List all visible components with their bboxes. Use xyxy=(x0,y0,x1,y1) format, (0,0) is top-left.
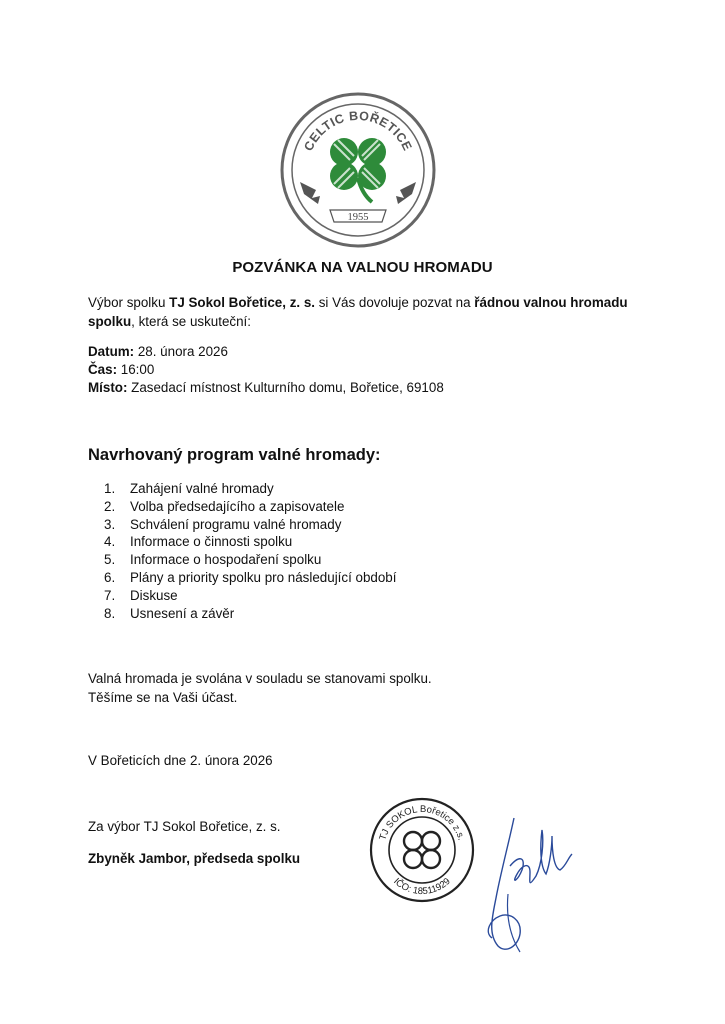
place-label: Místo: xyxy=(88,380,128,395)
intro-paragraph xyxy=(88,293,648,331)
logo-left-ornament xyxy=(300,182,320,204)
time-label: Čas: xyxy=(88,362,118,377)
program-item xyxy=(104,587,396,605)
program-item-text: Informace o činnosti spolku xyxy=(130,534,293,550)
signoff-line: Za výbor TJ Sokol Bořetice, z. s. xyxy=(88,819,281,834)
program-item xyxy=(104,498,396,516)
program-item-text: Plány a priority spolku pro následující období xyxy=(130,569,397,585)
program-item-text: Informace o hospodaření spolku xyxy=(130,552,322,568)
intro-part-1: Výbor spolku xyxy=(88,295,170,310)
time-row xyxy=(88,361,444,379)
program-item-number: 8. xyxy=(104,605,116,621)
program-item-text: Diskuse xyxy=(130,587,178,603)
program-item xyxy=(104,569,396,587)
club-stamp xyxy=(368,796,476,904)
clover-icon xyxy=(330,138,386,202)
club-logo xyxy=(278,90,438,250)
logo-year: 1955 xyxy=(347,212,369,223)
program-item-text: Usnesení a závěr xyxy=(130,605,235,621)
program-item xyxy=(104,533,396,551)
logo-arc-text: CELTIC BOŘETICE xyxy=(301,108,415,154)
place-value: Zasedací místnost Kulturního domu, Bořetice, 69108 xyxy=(127,380,444,395)
program-item-text: Volba předsedajícího a zapisovatele xyxy=(130,498,345,514)
program-item xyxy=(104,516,396,534)
stamp-id-text: IČO: 18511929 xyxy=(391,876,453,898)
program-item-number: 4. xyxy=(104,534,116,550)
stamp-arc-text: TJ SOKOL Bořetice z.s. xyxy=(377,803,467,842)
date-label: Datum: xyxy=(88,344,135,359)
program-item xyxy=(104,480,396,498)
program-item-text: Zahájení valné hromady xyxy=(130,481,274,496)
meeting-details xyxy=(88,343,444,397)
program-item-number: 7. xyxy=(104,587,116,603)
program-item-number: 2. xyxy=(104,498,116,514)
program-heading: Navrhovaný program valné hromady: xyxy=(88,446,381,464)
closing-line-2: Těšíme se na Vaši účast. xyxy=(88,690,238,705)
program-item-text: Schválení programu valné hromady xyxy=(130,516,342,532)
closing-line-1: Valná hromada je svolána v souladu se stanovami spolku. xyxy=(88,671,432,686)
page-title: POZVÁNKA NA VALNOU HROMADU xyxy=(232,259,493,276)
closing-paragraph xyxy=(88,669,432,707)
program-item xyxy=(104,551,396,569)
program-list xyxy=(104,480,396,622)
date-value: 28. února 2026 xyxy=(134,344,228,359)
date-row xyxy=(88,343,444,361)
place-row xyxy=(88,379,444,397)
handwritten-signature xyxy=(470,806,580,956)
signer-name: Zbyněk Jambor, předseda spolku xyxy=(88,851,301,866)
program-item-number: 5. xyxy=(104,552,116,568)
program-item-number: 1. xyxy=(104,481,116,496)
logo-right-ornament xyxy=(396,182,416,204)
intro-part-2: si Vás dovoluje pozvat na xyxy=(315,295,475,310)
place-and-date: V Bořeticích dne 2. února 2026 xyxy=(88,753,273,768)
meeting-type: řádnou valnou hromadu spolku xyxy=(88,295,628,329)
stamp-clover-icon xyxy=(404,832,440,868)
program-item-number: 3. xyxy=(104,516,116,532)
intro-part-3: , která se uskuteční: xyxy=(131,314,251,329)
program-item-number: 6. xyxy=(104,569,116,585)
program-item xyxy=(104,605,396,623)
time-value: 16:00 xyxy=(117,362,155,377)
club-name: TJ Sokol Bořetice, z. s. xyxy=(169,295,315,310)
